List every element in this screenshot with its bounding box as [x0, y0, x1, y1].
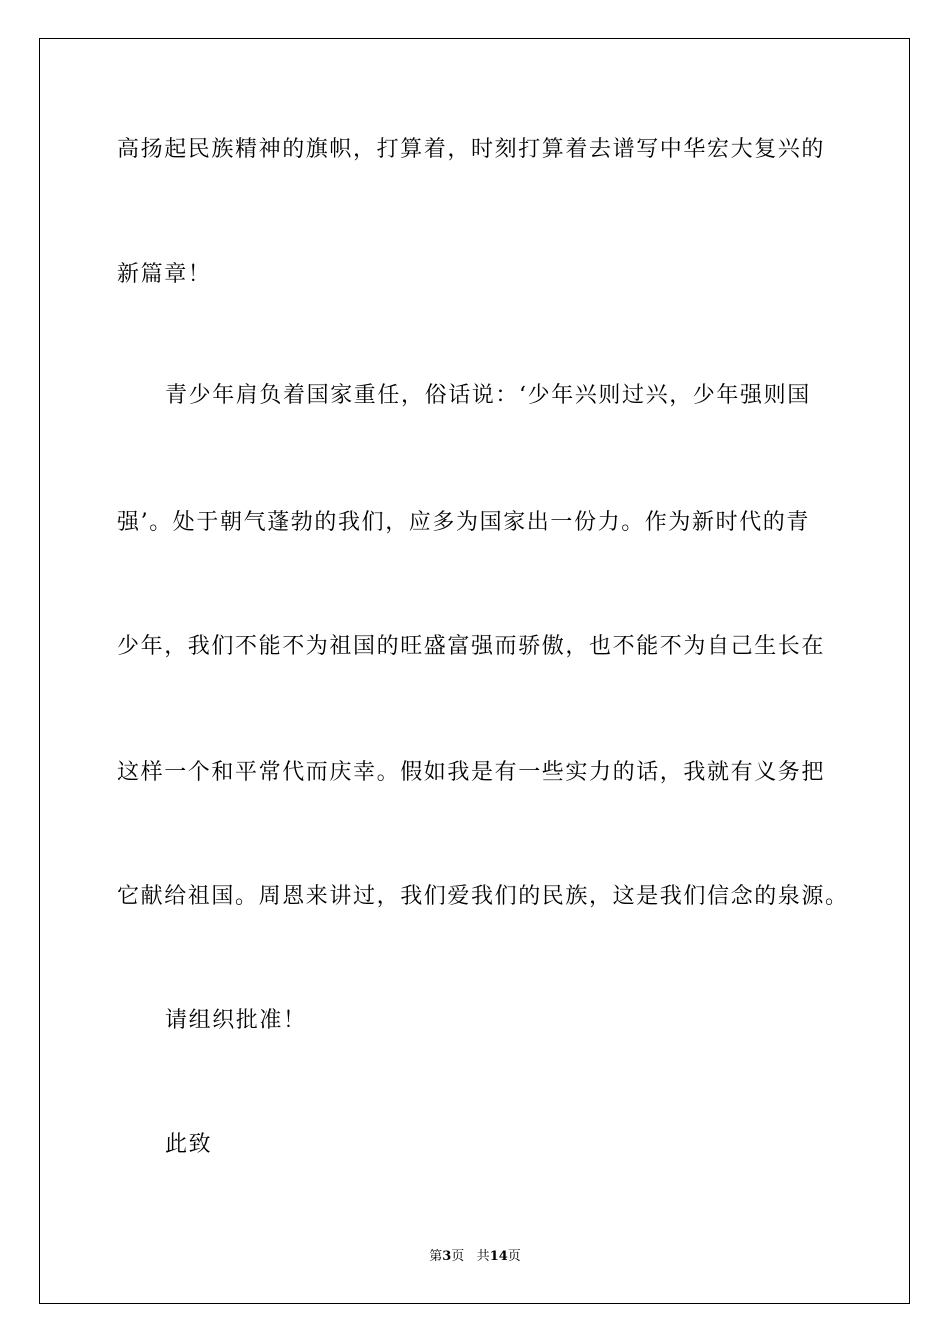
- body-line: 少年，我们不能不为祖国的旺盛富强而骄傲，也不能不为自己生长在: [117, 634, 826, 659]
- total-pages: 14: [489, 1249, 508, 1264]
- paragraph-start-line: 青少年肩负着国家重任，俗话说：‘少年兴则过兴，少年强则国: [165, 383, 811, 408]
- total-prefix: 共: [476, 1249, 490, 1264]
- closing-salutation: 此致: [165, 1132, 213, 1157]
- body-line: 高扬起民族精神的旗帜，打算着，时刻打算着去谱写中华宏大复兴的: [117, 137, 826, 162]
- page-border: [39, 38, 910, 1304]
- body-line: 这样一个和平常代而庆幸。假如我是有一些实力的话，我就有义务把: [117, 760, 826, 785]
- page-footer: [0, 1248, 950, 1266]
- body-line: 它献给祖国。周恩来讲过，我们爱我们的民族，这是我们信念的泉源。: [117, 884, 849, 909]
- body-line: 强’。处于朝气蓬勃的我们，应多为国家出一份力。作为新时代的青: [117, 510, 810, 535]
- page-prefix: 第: [429, 1249, 443, 1264]
- page-suffix: 页: [451, 1249, 465, 1264]
- approval-request-line: 请组织批准！: [165, 1008, 307, 1033]
- page-number: 3: [442, 1249, 452, 1264]
- total-suffix: 页: [507, 1249, 521, 1264]
- body-line: 新篇章！: [117, 262, 212, 287]
